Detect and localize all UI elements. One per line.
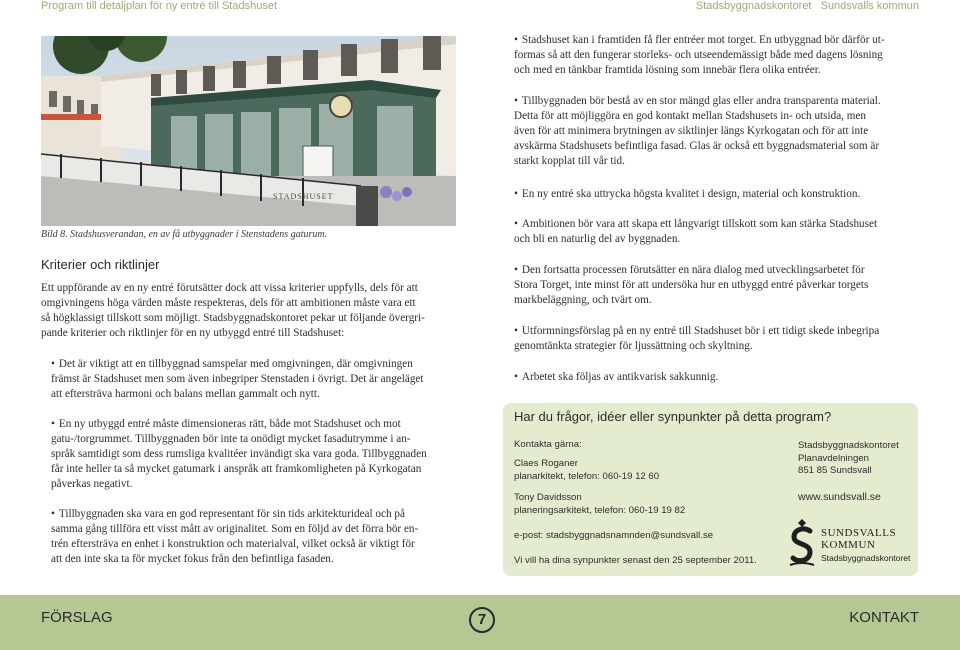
criteria-bullet: • Den fortsatta processen förutsätter en nära dialog med utvecklingsarbetet för Stora Torget, inte minst för att undersöka hur en utbyggd entré påverkar torgets markbeläggning, och tvärt om. (514, 264, 869, 306)
header-office: Stadsbyggnadskontoret (695, 0, 812, 12)
criteria-bullet: • Ambitionen bör vara att skapa ett långvarigt tillskott som kan stärka Stadshuset och bli en naturlig del av byggnaden. (514, 218, 878, 245)
veranda-photo (41, 36, 456, 226)
criteria-bullet: • Det är viktigt att en tillbyggnad samspelar med omgivningen, där omgivningen främst är Stadshuset men som även inbegriper Stenstaden i övrigt. Det är angeläget att eftersträva harmoni och balans mellan gammalt och nytt. (51, 358, 424, 400)
criteria-bullet: • En ny entré ska uttrycka högsta kvalitet i design, material och konstruktion. (514, 188, 861, 200)
sundsvall-logo: SUNDSVALLS KOMMUN Stadsbyggnadskontoret (788, 517, 913, 569)
page-number: 7 (469, 607, 495, 633)
website-link[interactable]: www.sundsvall.se (798, 491, 881, 503)
photo-caption: Bild 8. Stadshusverandan, en av få utbyggnader i Stenstadens gaturum. (41, 229, 328, 240)
footer-bar (0, 595, 960, 650)
contact-deadline: Vi vill ha dina synpunkter senast den 25 september 2011. (514, 555, 757, 566)
criteria-bullet: • Utformningsförslag på en ny entré till Stadshuset bör i ett tidigt skede inbegripa genomtänkta strategier för ljussättning och skyltning. (514, 325, 880, 352)
header-organization (696, 0, 919, 12)
contact-heading: Kontakta gärna: (514, 439, 582, 450)
criteria-bullet: • Tillbyggnaden ska vara en god representant för sin tids arkitekturideal och på samma gång tillföra ett visst mått av originalitet. Som en följd av det förra bör en- trén eftersträva en enhet i konstruktion och materialval, vilket också är viktigt för att den inte ska ta för mycket fokus från den befintliga fasaden. (51, 508, 419, 565)
criteria-bullet: • En ny utbyggd entré måste dimensioneras rätt, både mot Stadshuset och mot gatu-/torgrummet. Tillbyggnaden bör inte ta onödigt mycket fasadutrymme i an- språk samtidigt som dess rumsliga kvalitéer invändigt ska vara goda. Tillbyggnaden får inte heller ta så mycket gatumark i anspråk att framkomligheten på Kyrkogatan påverkas negativt. (51, 418, 427, 490)
contact-question: Har du frågor, idéer eller synpunkter på detta program? (514, 409, 832, 424)
contact-person-1: Claes Roganer planarkitekt, telefon: 060-19 12 60 (514, 458, 660, 482)
criteria-bullet: • Tillbyggnaden bör bestå av en stor mängd glas eller andra transparenta material. Detta för att möjliggöra en god kontakt mellan Stadshusets in- och utsida, men även för att minimera brytningen av siktlinjer längs Kyrkogatan och för att inte avskärma Stadshusets befintliga fasad. Glas är också ett byggnadsmaterial som är starkt kopplat till vår tid. (514, 95, 881, 167)
veranda-sign-text: STADSHUSET (273, 192, 334, 201)
header-municipality: Sundsvalls kommun (820, 0, 919, 12)
sundsvall-s-icon (788, 517, 816, 569)
header-document-title: Program till detaljplan för ny entré till Stadshuset (41, 0, 278, 12)
contact-email[interactable]: e-post: stadsbyggnadsnamnden@sundsvall.se (514, 530, 714, 541)
section-title: Kriterier och riktlinjer (41, 257, 160, 272)
criteria-bullet: • Arbetet ska följas av antikvarisk sakkunnig. (514, 371, 719, 383)
footer-left-label: FÖRSLAG (41, 609, 113, 626)
footer-right-label: KONTAKT (849, 609, 919, 626)
intro-paragraph: Ett uppförande av en ny entré förutsätter dock att vissa kriterier uppfylls, dels för att omgivningens höga värden måste respekteras, dels för att ambitionen måste vara ett så högklassigt tillskott som möjligt. Stadsbyggnadskontoret pekar ut följande övergri- pande kriterier och riktlinjer för en ny utbyggd entré till Stadshuset: (41, 282, 425, 339)
contact-person-2: Tony Davidsson planeringsarkitekt, telefon: 060-19 19 82 (514, 492, 686, 516)
contact-box (503, 403, 918, 576)
criteria-bullet: • Stadshuset kan i framtiden få fler entréer mot torget. En utbyggnad bör därför ut- formas så att den fungerar storleks- och utseendemässigt både med dagens lösning och med en tänkbar framtida lösning som innebär flera olika entréer. (514, 34, 885, 76)
office-address: Stadsbyggnadskontoret Planavdelningen 851 85 Sundsvall (798, 440, 899, 476)
